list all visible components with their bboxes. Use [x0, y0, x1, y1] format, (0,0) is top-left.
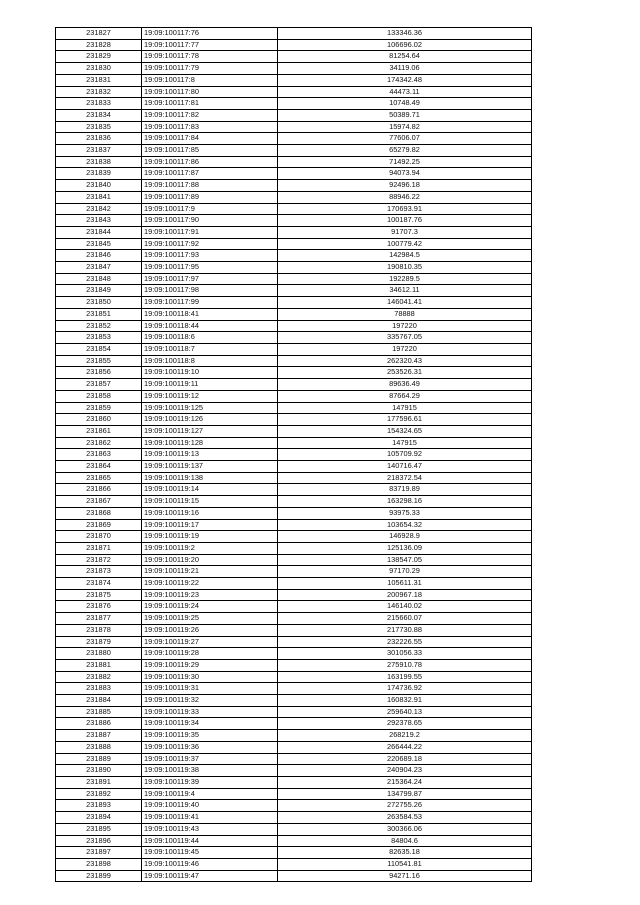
table-row: [56, 273, 532, 285]
amount-cell: 93975.33: [278, 507, 532, 519]
row-id-cell: 231843: [56, 215, 142, 227]
table-row: [56, 203, 532, 215]
row-id-cell: 231859: [56, 402, 142, 414]
cadastral-number-cell: 19:09:100119:12: [142, 390, 278, 402]
cadastral-number-cell: 19:09:100119:125: [142, 402, 278, 414]
table-row: [56, 648, 532, 660]
amount-cell: 10748.49: [278, 98, 532, 110]
amount-cell: 84804.6: [278, 835, 532, 847]
amount-cell: 218372.54: [278, 472, 532, 484]
amount-cell: 301056.33: [278, 648, 532, 660]
row-id-cell: 231852: [56, 320, 142, 332]
table-row: [56, 215, 532, 227]
row-id-cell: 231860: [56, 414, 142, 426]
row-id-cell: 231863: [56, 449, 142, 461]
amount-cell: 262320.43: [278, 355, 532, 367]
cadastral-number-cell: 19:09:100117:76: [142, 28, 278, 40]
amount-cell: 106696.02: [278, 39, 532, 51]
row-id-cell: 231892: [56, 788, 142, 800]
cadastral-number-cell: 19:09:100119:137: [142, 461, 278, 473]
cadastral-number-cell: 19:09:100117:9: [142, 203, 278, 215]
amount-cell: 140716.47: [278, 461, 532, 473]
amount-cell: 146041.41: [278, 297, 532, 309]
row-id-cell: 231868: [56, 507, 142, 519]
row-id-cell: 231889: [56, 753, 142, 765]
row-id-cell: 231842: [56, 203, 142, 215]
row-id-cell: 231894: [56, 812, 142, 824]
table-row: [56, 507, 532, 519]
cadastral-number-cell: 19:09:100118:41: [142, 308, 278, 320]
row-id-cell: 231855: [56, 355, 142, 367]
row-id-cell: 231832: [56, 86, 142, 98]
amount-cell: 253526.31: [278, 367, 532, 379]
table-row: [56, 437, 532, 449]
amount-cell: 97170.29: [278, 566, 532, 578]
amount-cell: 263584.53: [278, 812, 532, 824]
row-id-cell: 231871: [56, 542, 142, 554]
amount-cell: 190810.35: [278, 262, 532, 274]
row-id-cell: 231866: [56, 484, 142, 496]
amount-cell: 266444.22: [278, 741, 532, 753]
cadastral-number-cell: 19:09:100117:78: [142, 51, 278, 63]
amount-cell: 154324.65: [278, 425, 532, 437]
cadastral-number-cell: 19:09:100119:44: [142, 835, 278, 847]
table-row: [56, 542, 532, 554]
table-row: [56, 425, 532, 437]
table-row: [56, 250, 532, 262]
cadastral-number-cell: 19:09:100119:33: [142, 706, 278, 718]
amount-cell: 192289.5: [278, 273, 532, 285]
amount-cell: 138547.05: [278, 554, 532, 566]
cadastral-number-cell: 19:09:100119:128: [142, 437, 278, 449]
row-id-cell: 231847: [56, 262, 142, 274]
cadastral-number-cell: 19:09:100117:93: [142, 250, 278, 262]
cadastral-number-cell: 19:09:100117:82: [142, 109, 278, 121]
cadastral-number-cell: 19:09:100119:38: [142, 765, 278, 777]
cadastral-number-cell: 19:09:100119:126: [142, 414, 278, 426]
table-row: [56, 74, 532, 86]
table-row: [56, 589, 532, 601]
row-id-cell: 231853: [56, 332, 142, 344]
cadastral-number-cell: 19:09:100119:15: [142, 496, 278, 508]
row-id-cell: 231877: [56, 613, 142, 625]
row-id-cell: 231879: [56, 636, 142, 648]
row-id-cell: 231865: [56, 472, 142, 484]
table-row: [56, 449, 532, 461]
row-id-cell: 231838: [56, 156, 142, 168]
amount-cell: 134799.87: [278, 788, 532, 800]
row-id-cell: 231834: [56, 109, 142, 121]
amount-cell: 300366.06: [278, 823, 532, 835]
table-row: [56, 800, 532, 812]
table-row: [56, 566, 532, 578]
cadastral-number-cell: 19:09:100119:43: [142, 823, 278, 835]
table-row: [56, 636, 532, 648]
amount-cell: 50389.71: [278, 109, 532, 121]
table-row: [56, 51, 532, 63]
cadastral-number-cell: 19:09:100119:47: [142, 870, 278, 882]
cadastral-number-cell: 19:09:100119:10: [142, 367, 278, 379]
row-id-cell: 231827: [56, 28, 142, 40]
table-row: [56, 297, 532, 309]
cadastral-number-cell: 19:09:100117:84: [142, 133, 278, 145]
row-id-cell: 231885: [56, 706, 142, 718]
amount-cell: 94271.16: [278, 870, 532, 882]
row-id-cell: 231861: [56, 425, 142, 437]
cadastral-number-cell: 19:09:100117:77: [142, 39, 278, 51]
table-row: [56, 390, 532, 402]
cadastral-number-cell: 19:09:100117:91: [142, 226, 278, 238]
cadastral-number-cell: 19:09:100119:11: [142, 379, 278, 391]
table-row: [56, 262, 532, 274]
row-id-cell: 231867: [56, 496, 142, 508]
amount-cell: 240904.23: [278, 765, 532, 777]
table-row: [56, 741, 532, 753]
amount-cell: 275910.78: [278, 659, 532, 671]
cadastral-number-cell: 19:09:100119:14: [142, 484, 278, 496]
amount-cell: 15974.82: [278, 121, 532, 133]
table-row: [56, 355, 532, 367]
table-row: [56, 601, 532, 613]
amount-cell: 197220: [278, 320, 532, 332]
data-table: [55, 27, 532, 882]
amount-cell: 147915: [278, 402, 532, 414]
row-id-cell: 231854: [56, 343, 142, 355]
row-id-cell: 231895: [56, 823, 142, 835]
amount-cell: 65279.82: [278, 145, 532, 157]
amount-cell: 81254.64: [278, 51, 532, 63]
row-id-cell: 231857: [56, 379, 142, 391]
table-row: [56, 870, 532, 882]
amount-cell: 71492.25: [278, 156, 532, 168]
table-row: [56, 484, 532, 496]
row-id-cell: 231840: [56, 180, 142, 192]
row-id-cell: 231872: [56, 554, 142, 566]
table-row: [56, 379, 532, 391]
row-id-cell: 231887: [56, 730, 142, 742]
table-row: [56, 191, 532, 203]
amount-cell: 78888: [278, 308, 532, 320]
row-id-cell: 231869: [56, 519, 142, 531]
row-id-cell: 231858: [56, 390, 142, 402]
table-row: [56, 847, 532, 859]
cadastral-number-cell: 19:09:100118:44: [142, 320, 278, 332]
cadastral-number-cell: 19:09:100119:20: [142, 554, 278, 566]
amount-cell: 259640.13: [278, 706, 532, 718]
cadastral-number-cell: 19:09:100117:92: [142, 238, 278, 250]
table-row: [56, 226, 532, 238]
table-row: [56, 133, 532, 145]
amount-cell: 133346.36: [278, 28, 532, 40]
cadastral-number-cell: 19:09:100118:7: [142, 343, 278, 355]
table-row: [56, 671, 532, 683]
table-row: [56, 367, 532, 379]
amount-cell: 215364.24: [278, 777, 532, 789]
table-row: [56, 402, 532, 414]
document-page: [55, 27, 531, 882]
amount-cell: 91707.3: [278, 226, 532, 238]
amount-cell: 146140.02: [278, 601, 532, 613]
amount-cell: 170693.91: [278, 203, 532, 215]
amount-cell: 197220: [278, 343, 532, 355]
amount-cell: 105709.92: [278, 449, 532, 461]
table-row: [56, 554, 532, 566]
cadastral-number-cell: 19:09:100119:4: [142, 788, 278, 800]
row-id-cell: 231898: [56, 858, 142, 870]
cadastral-number-cell: 19:09:100117:90: [142, 215, 278, 227]
cadastral-number-cell: 19:09:100117:81: [142, 98, 278, 110]
row-id-cell: 231878: [56, 624, 142, 636]
cadastral-number-cell: 19:09:100119:31: [142, 683, 278, 695]
table-row: [56, 180, 532, 192]
table-row: [56, 718, 532, 730]
table-row: [56, 86, 532, 98]
amount-cell: 105611.31: [278, 578, 532, 590]
row-id-cell: 231829: [56, 51, 142, 63]
cadastral-number-cell: 19:09:100117:95: [142, 262, 278, 274]
cadastral-number-cell: 19:09:100117:8: [142, 74, 278, 86]
amount-cell: 292378.65: [278, 718, 532, 730]
row-id-cell: 231862: [56, 437, 142, 449]
row-id-cell: 231873: [56, 566, 142, 578]
amount-cell: 82635.18: [278, 847, 532, 859]
amount-cell: 89636.49: [278, 379, 532, 391]
cadastral-number-cell: 19:09:100117:83: [142, 121, 278, 133]
amount-cell: 87664.29: [278, 390, 532, 402]
amount-cell: 272755.26: [278, 800, 532, 812]
row-id-cell: 231864: [56, 461, 142, 473]
table-row: [56, 472, 532, 484]
table-row: [56, 63, 532, 75]
table-row: [56, 109, 532, 121]
row-id-cell: 231897: [56, 847, 142, 859]
cadastral-number-cell: 19:09:100117:88: [142, 180, 278, 192]
row-id-cell: 231881: [56, 659, 142, 671]
amount-cell: 92496.18: [278, 180, 532, 192]
table-row: [56, 858, 532, 870]
cadastral-number-cell: 19:09:100119:2: [142, 542, 278, 554]
cadastral-number-cell: 19:09:100119:21: [142, 566, 278, 578]
table-row: [56, 835, 532, 847]
cadastral-number-cell: 19:09:100119:40: [142, 800, 278, 812]
cadastral-number-cell: 19:09:100119:127: [142, 425, 278, 437]
amount-cell: 163298.16: [278, 496, 532, 508]
table-row: [56, 519, 532, 531]
cadastral-number-cell: 19:09:100119:41: [142, 812, 278, 824]
amount-cell: 200967.18: [278, 589, 532, 601]
amount-cell: 174342.48: [278, 74, 532, 86]
table-row: [56, 414, 532, 426]
table-row: [56, 706, 532, 718]
table-row: [56, 145, 532, 157]
row-id-cell: 231839: [56, 168, 142, 180]
cadastral-number-cell: 19:09:100118:8: [142, 355, 278, 367]
row-id-cell: 231833: [56, 98, 142, 110]
cadastral-number-cell: 19:09:100117:85: [142, 145, 278, 157]
row-id-cell: 231837: [56, 145, 142, 157]
row-id-cell: 231849: [56, 285, 142, 297]
table-row: [56, 98, 532, 110]
amount-cell: 335767.05: [278, 332, 532, 344]
row-id-cell: 231845: [56, 238, 142, 250]
amount-cell: 44473.11: [278, 86, 532, 98]
cadastral-number-cell: 19:09:100119:16: [142, 507, 278, 519]
row-id-cell: 231870: [56, 531, 142, 543]
row-id-cell: 231835: [56, 121, 142, 133]
amount-cell: 220689.18: [278, 753, 532, 765]
cadastral-number-cell: 19:09:100119:39: [142, 777, 278, 789]
row-id-cell: 231883: [56, 683, 142, 695]
cadastral-number-cell: 19:09:100119:35: [142, 730, 278, 742]
table-row: [56, 156, 532, 168]
table-row: [56, 28, 532, 40]
table-row: [56, 308, 532, 320]
amount-cell: 34119.06: [278, 63, 532, 75]
table-row: [56, 343, 532, 355]
cadastral-number-cell: 19:09:100119:30: [142, 671, 278, 683]
row-id-cell: 231846: [56, 250, 142, 262]
table-row: [56, 238, 532, 250]
cadastral-number-cell: 19:09:100119:36: [142, 741, 278, 753]
row-id-cell: 231848: [56, 273, 142, 285]
row-id-cell: 231893: [56, 800, 142, 812]
cadastral-number-cell: 19:09:100119:23: [142, 589, 278, 601]
cadastral-number-cell: 19:09:100119:46: [142, 858, 278, 870]
row-id-cell: 231828: [56, 39, 142, 51]
amount-cell: 217730.88: [278, 624, 532, 636]
amount-cell: 100187.76: [278, 215, 532, 227]
cadastral-number-cell: 19:09:100119:32: [142, 695, 278, 707]
amount-cell: 177596.61: [278, 414, 532, 426]
amount-cell: 215660.07: [278, 613, 532, 625]
amount-cell: 268219.2: [278, 730, 532, 742]
row-id-cell: 231874: [56, 578, 142, 590]
amount-cell: 77606.07: [278, 133, 532, 145]
amount-cell: 147915: [278, 437, 532, 449]
row-id-cell: 231884: [56, 695, 142, 707]
amount-cell: 100779.42: [278, 238, 532, 250]
table-row: [56, 683, 532, 695]
amount-cell: 125136.09: [278, 542, 532, 554]
table-row: [56, 788, 532, 800]
row-id-cell: 231831: [56, 74, 142, 86]
row-id-cell: 231880: [56, 648, 142, 660]
amount-cell: 163199.55: [278, 671, 532, 683]
cadastral-number-cell: 19:09:100119:138: [142, 472, 278, 484]
table-row: [56, 765, 532, 777]
table-row: [56, 777, 532, 789]
row-id-cell: 231899: [56, 870, 142, 882]
cadastral-number-cell: 19:09:100119:29: [142, 659, 278, 671]
table-row: [56, 320, 532, 332]
row-id-cell: 231841: [56, 191, 142, 203]
amount-cell: 160832.91: [278, 695, 532, 707]
row-id-cell: 231896: [56, 835, 142, 847]
cadastral-number-cell: 19:09:100119:13: [142, 449, 278, 461]
table-row: [56, 121, 532, 133]
cadastral-number-cell: 19:09:100117:99: [142, 297, 278, 309]
table-row: [56, 695, 532, 707]
cadastral-number-cell: 19:09:100119:37: [142, 753, 278, 765]
table-row: [56, 461, 532, 473]
amount-cell: 103654.32: [278, 519, 532, 531]
table-row: [56, 613, 532, 625]
table-row: [56, 812, 532, 824]
table-row: [56, 730, 532, 742]
row-id-cell: 231844: [56, 226, 142, 238]
cadastral-number-cell: 19:09:100117:97: [142, 273, 278, 285]
cadastral-number-cell: 19:09:100119:34: [142, 718, 278, 730]
cadastral-number-cell: 19:09:100118:6: [142, 332, 278, 344]
amount-cell: 110541.81: [278, 858, 532, 870]
table-row: [56, 624, 532, 636]
row-id-cell: 231890: [56, 765, 142, 777]
table-body: [56, 28, 532, 882]
amount-cell: 94073.94: [278, 168, 532, 180]
row-id-cell: 231882: [56, 671, 142, 683]
cadastral-number-cell: 19:09:100117:86: [142, 156, 278, 168]
row-id-cell: 231851: [56, 308, 142, 320]
table-row: [56, 285, 532, 297]
cadastral-number-cell: 19:09:100119:22: [142, 578, 278, 590]
cadastral-number-cell: 19:09:100119:27: [142, 636, 278, 648]
row-id-cell: 231886: [56, 718, 142, 730]
amount-cell: 232226.55: [278, 636, 532, 648]
table-row: [56, 168, 532, 180]
amount-cell: 174736.92: [278, 683, 532, 695]
row-id-cell: 231888: [56, 741, 142, 753]
table-row: [56, 531, 532, 543]
cadastral-number-cell: 19:09:100117:89: [142, 191, 278, 203]
row-id-cell: 231830: [56, 63, 142, 75]
cadastral-number-cell: 19:09:100119:25: [142, 613, 278, 625]
row-id-cell: 231850: [56, 297, 142, 309]
cadastral-number-cell: 19:09:100119:24: [142, 601, 278, 613]
cadastral-number-cell: 19:09:100117:87: [142, 168, 278, 180]
row-id-cell: 231875: [56, 589, 142, 601]
cadastral-number-cell: 19:09:100119:17: [142, 519, 278, 531]
cadastral-number-cell: 19:09:100119:19: [142, 531, 278, 543]
table-row: [56, 823, 532, 835]
table-row: [56, 753, 532, 765]
cadastral-number-cell: 19:09:100119:45: [142, 847, 278, 859]
row-id-cell: 231891: [56, 777, 142, 789]
table-row: [56, 659, 532, 671]
amount-cell: 142984.5: [278, 250, 532, 262]
cadastral-number-cell: 19:09:100117:80: [142, 86, 278, 98]
amount-cell: 83719.89: [278, 484, 532, 496]
table-row: [56, 496, 532, 508]
table-row: [56, 39, 532, 51]
table-row: [56, 578, 532, 590]
amount-cell: 34612.11: [278, 285, 532, 297]
cadastral-number-cell: 19:09:100117:98: [142, 285, 278, 297]
cadastral-number-cell: 19:09:100117:79: [142, 63, 278, 75]
table-row: [56, 332, 532, 344]
amount-cell: 88946.22: [278, 191, 532, 203]
cadastral-number-cell: 19:09:100119:28: [142, 648, 278, 660]
amount-cell: 146928.9: [278, 531, 532, 543]
row-id-cell: 231856: [56, 367, 142, 379]
row-id-cell: 231836: [56, 133, 142, 145]
cadastral-number-cell: 19:09:100119:26: [142, 624, 278, 636]
row-id-cell: 231876: [56, 601, 142, 613]
